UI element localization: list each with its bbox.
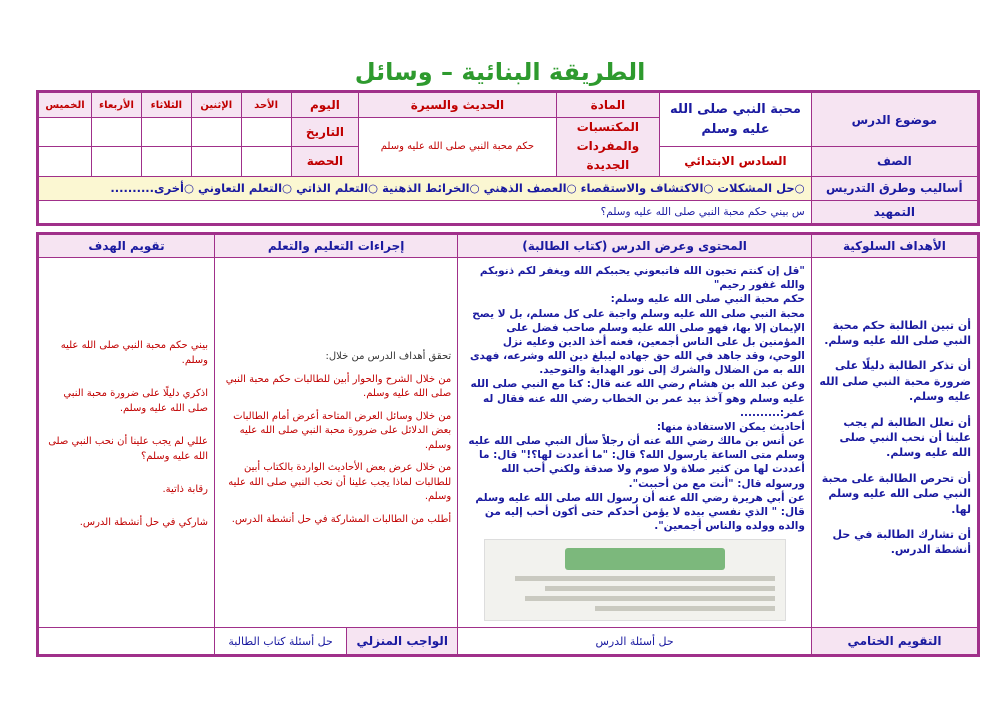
period-cell [241,147,291,176]
date-cell [141,118,191,147]
textbook-image [484,539,786,621]
evaluation-item: رقابة ذاتية. [162,483,208,495]
content-paragraph: عن أبي هريرة رضي الله عنه أن رسول الله صلى الله عليه وسلم قال: " الذي نفسي بيده لا يؤمن أحدكم حتى أكون أحب إليه من والده وولده والناس أجمعين". [475,491,805,533]
subject-label: المادة [556,92,660,118]
objective-item: أن تشارك الطالبة في حل أنشطة الدرس. [832,527,971,557]
procedure-item: من خلال وسائل العرض المتاحة أعرض أمام الطالبات بعض الدلائل على ضرورة محبة النبي صلى الله عليه وسلم. [233,410,452,451]
methods-label: أساليب وطرق التدريس [811,176,978,200]
homework-value-cell [38,628,215,656]
procedures-cell [215,258,458,628]
objectives-cell [811,258,978,628]
intro-label: التمهيد [811,200,978,224]
content-paragraph: محبة النبي صلى الله عليه وسلم واجبة على كل مسلم، بل لا يصح الإيمان إلا بها، فهو صلى الله عليه وسلم صاحب فضل على المؤمنين بل على الناس أجمعين، فعنه أخذ الدين وعليه نزل الوحي، وقد جاهد في الله حق جهاده ليبلغ دين الله وشرعه، فهدى الله به من الضلال والشرك إلى نور الهداية والتوحيد. [469,307,805,377]
content-paragraph: وعن عبد الله بن هشام رضي الله عنه قال: كنا مع النبي صلى الله عليه وسلم وهو آخذ بيد عمر بن الخطاب رضي الله عنه فقال له عمر:.......... [470,378,805,419]
gains-value: حكم محبة النبي صلى الله عليه وسلم [359,118,556,177]
day-monday: الإثنين [191,92,241,118]
procedures-intro: تحقق أهداف الدرس من خلال: [325,351,452,363]
lesson-topic-value: محبة النبي صلى الله عليه وسلم [660,92,811,147]
class-value: السادس الابتدائي [660,147,811,176]
date-cell [38,118,92,147]
evaluation-item: عللي لم يجب علينا أن نحب النبي صلى الله عليه وسلم؟ [48,435,208,462]
date-cell [92,118,142,147]
objective-item: أن تبين الطالبة حكم محبة النبي صلى الله عليه وسلم. [824,318,971,347]
objective-item: أن تعلل الطالبة لم يجب علينا أن نحب النبي صلى الله عليه وسلم. [839,415,971,460]
final-evaluation-value: حل أسئلة الدرس [458,628,812,656]
day-label: اليوم [291,92,359,118]
procedure-item: أطلب من الطالبات المشاركة في حل أنشطة الدرس. [231,513,452,525]
page-title: الطريقة البنائية – وسائل [354,58,646,86]
date-label: التاريخ [291,118,359,147]
objective-item: أن تذكر الطالبة دليلًا على ضرورة محبة النبي صلى الله عليه وسلم. [819,359,971,404]
day-wednesday: الأربعاء [92,92,142,118]
date-cell [191,118,241,147]
lesson-body-table [36,232,980,657]
evaluation-header: تقويم الهدف [38,234,215,258]
objectives-header: الأهداف السلوكية [811,234,978,258]
lesson-header-table [36,90,980,226]
gains-label: المكتسبات والمفردات الجديدة [556,118,660,177]
period-label: الحصة [291,147,359,176]
evaluation-item: شاركي في حل أنشطة الدرس. [79,516,208,528]
subject-value: الحديث والسيرة [359,92,556,118]
final-evaluation-label: التقويم الختامي [811,628,978,656]
intro-value: س بيني حكم محبة النبي صلى الله عليه وسلم؟ [38,200,812,224]
evaluation-cell [38,258,215,628]
day-thursday: الخميس [38,92,92,118]
period-cell [191,147,241,176]
evaluation-item: بيني حكم محبة النبي صلى الله عليه وسلم. [60,339,208,366]
homework-label: الواجب المنزلي [346,628,457,654]
evaluation-item: اذكري دليلًا على ضرورة محبة النبي صلى الله عليه وسلم. [63,387,208,414]
period-cell [38,147,92,176]
content-header: المحتوى وعرض الدرس (كتاب الطالبة) [458,234,812,258]
content-cell [458,258,812,628]
class-label: الصف [811,147,978,176]
day-tuesday: الثلاثاء [141,92,191,118]
homework-value: حل أسئلة كتاب الطالبة [228,634,333,648]
content-paragraph: حكم محبة النبي صلى الله عليه وسلم: [610,293,805,306]
period-cell [92,147,142,176]
content-paragraph: أحاديث يمكن الاستفادة منها: [656,420,805,433]
procedures-header: إجراءات التعليم والتعلم [215,234,458,258]
procedure-item: من خلال الشرح والحوار أبين للطالبات حكم محبة النبي صلى الله عليه وسلم. [225,373,452,400]
lesson-topic-label: موضوع الدرس [811,92,978,147]
objective-item: أن تحرص الطالبة على محبة النبي صلى الله عليه وسلم لها. [821,471,971,516]
date-cell [241,118,291,147]
content-paragraph: "قل إن كنتم تحبون الله فاتبعوني يحببكم الله ويغفر لكم ذنوبكم والله غفور رحيم" [479,265,805,292]
procedure-item: من خلال عرض بعض الأحاديث الواردة بالكتاب أبين للطالبات لماذا يجب علينا أن نحب النبي صلى الله عليه وسلم. [228,462,452,503]
day-sunday: الأحد [241,92,291,118]
period-cell [141,147,191,176]
methods-value: ○حل المشكلات ○الاكتشاف والاستقصاء ○العصف الذهني ○الخرائط الذهنية ○التعلم الذاتي ○التعلم التعاوني ○أخرى.......... [38,176,812,200]
content-paragraph: عن أنس بن مالك رضي الله عنه أن رجلاً سأل النبي صلى الله عليه وسلم متى الساعة يارسول الله؟ قال: "ما أعددت لها؟!" قال: ما أعددت لها من كثير صلاة ولا صوم ولا صدقة ولكني أحب الله ورسوله قال: "أنت مع من أحببت". [468,435,805,490]
